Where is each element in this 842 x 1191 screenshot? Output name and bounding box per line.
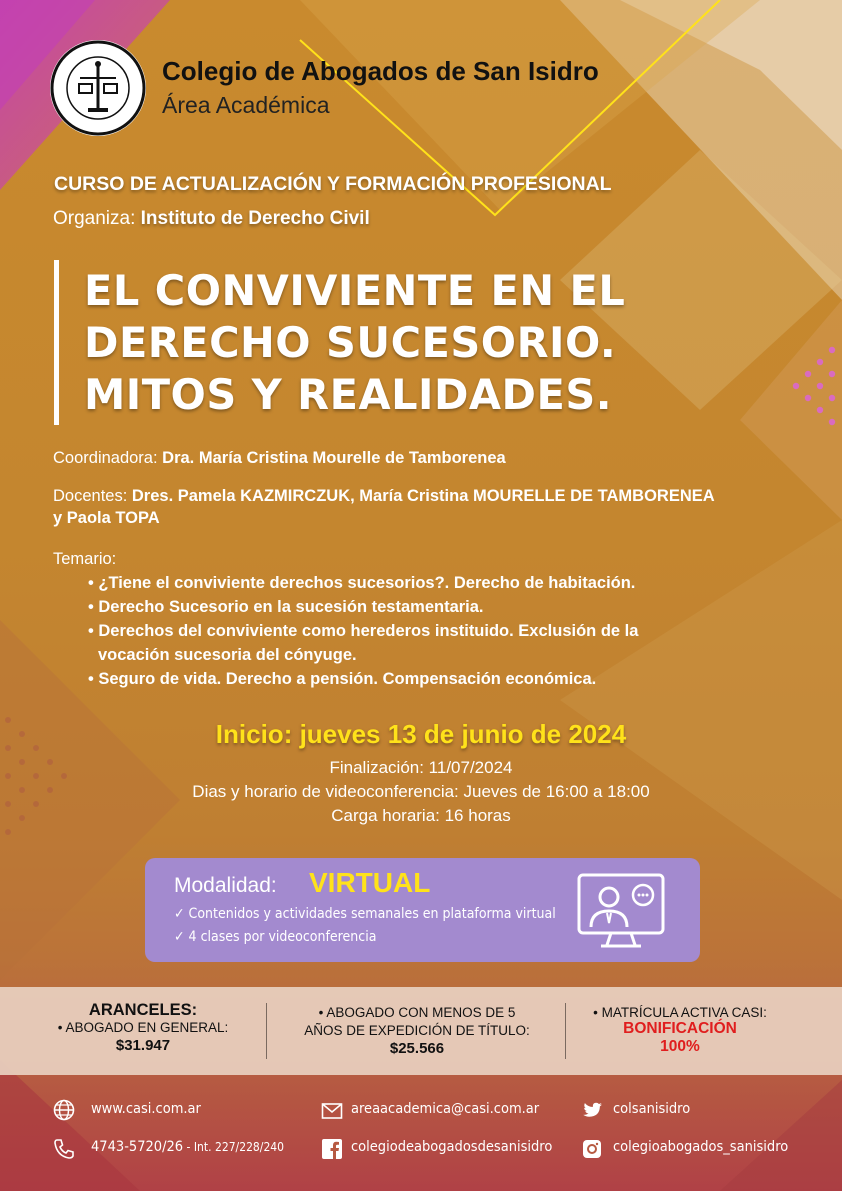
- fee-general: [40, 1001, 246, 1054]
- videoconference-schedule: Dias y horario de videoconferencia: Jueves de 16:00 a 18:00: [192, 782, 650, 801]
- course-title-line-2: DERECHO SUCESORIO.: [84, 318, 617, 367]
- facebook-link[interactable]: colegiodeabogadosdesanisidro: [351, 1139, 553, 1155]
- phone-number: [91, 1139, 284, 1155]
- course-type: CURSO DE ACTUALIZACIÓN Y FORMACIÓN PROFESIONAL: [54, 173, 612, 195]
- teachers-names-cont: y Paola TOPA: [53, 509, 160, 527]
- fee-active-member: [580, 1005, 780, 1056]
- organizer-label: Organiza:: [53, 208, 136, 229]
- modality-item: ✓ Contenidos y actividades semanales en plataforma virtual: [174, 906, 556, 922]
- fees-divider: [565, 1003, 566, 1059]
- college-logo: [50, 40, 146, 136]
- teachers-line-2: [53, 509, 160, 528]
- start-date: Inicio: jueves 13 de junio de 2024: [215, 719, 627, 749]
- fee-junior-label: • ABOGADO CON MENOS DE 5: [318, 1005, 516, 1020]
- fee-junior-label-cont: AÑOS DE EXPEDICIÓN DE TÍTULO:: [304, 1023, 530, 1038]
- modality-item: ✓ 4 clases por videoconferencia: [174, 929, 377, 945]
- teachers-label: Docentes:: [53, 487, 128, 505]
- email-link[interactable]: areaacademica@casi.com.ar: [351, 1101, 540, 1117]
- syllabus-item: • ¿Tiene el conviviente derechos sucesorios?. Derecho de habitación.: [88, 574, 636, 592]
- fees-divider: [266, 1003, 267, 1059]
- twitter-handle[interactable]: colsanisidro: [613, 1101, 691, 1117]
- teachers-line: [53, 487, 715, 506]
- organizer-line: [53, 208, 370, 230]
- instagram-handle[interactable]: colegioabogados_sanisidro: [613, 1139, 789, 1155]
- modality-label: Modalidad:: [174, 874, 277, 897]
- end-date: Finalización: 11/07/2024: [329, 758, 513, 777]
- coordinator-name: Dra. María Cristina Mourelle de Tamborenea: [162, 449, 506, 467]
- instagram-icon: [581, 1138, 603, 1160]
- fee-junior-value: $25.566: [389, 1040, 445, 1057]
- coordinator-label: Coordinadora:: [53, 449, 158, 467]
- course-title-line-3: MITOS Y REALIDADES.: [84, 370, 612, 419]
- title-accent-bar: [54, 260, 59, 425]
- fees-heading: ARANCELES:: [88, 1001, 198, 1019]
- video-conference-icon: [577, 873, 665, 949]
- org-area: Área Académica: [162, 92, 330, 118]
- fee-member-bonus: BONIFICACIÓN: [623, 1020, 737, 1037]
- twitter-icon: [581, 1100, 603, 1122]
- fee-general-value: $31.947: [115, 1037, 171, 1054]
- course-hours: Carga horaria: 16 horas: [331, 806, 511, 825]
- email-icon: [321, 1100, 343, 1122]
- globe-icon: [53, 1099, 75, 1121]
- fee-junior: [272, 1005, 562, 1057]
- website-link[interactable]: www.casi.com.ar: [91, 1101, 201, 1117]
- fee-general-label: • ABOGADO EN GENERAL:: [57, 1020, 229, 1035]
- fee-member-label: • MATRÍCULA ACTIVA CASI:: [593, 1005, 767, 1020]
- syllabus-item-cont: vocación sucesoria del cónyuge.: [98, 646, 357, 664]
- syllabus-item: • Derecho Sucesorio en la sucesión testamentaria.: [88, 598, 484, 616]
- phone-icon: [53, 1138, 75, 1160]
- course-title-line-1: EL CONVIVIENTE EN EL: [84, 266, 626, 315]
- facebook-icon: [321, 1138, 343, 1160]
- fee-member-percent: 100%: [660, 1038, 700, 1055]
- org-name: Colegio de Abogados de San Isidro: [162, 56, 599, 86]
- syllabus-item: • Derechos del conviviente como herederos instituido. Exclusión de la: [88, 622, 639, 640]
- phone-main: 4743-5720/26: [91, 1139, 184, 1155]
- coordinator-line: [53, 449, 506, 468]
- organizer-name: Instituto de Derecho Civil: [140, 208, 370, 229]
- syllabus-item: • Seguro de vida. Derecho a pensión. Compensación económica.: [88, 670, 597, 688]
- phone-extensions: - Int. 227/228/240: [183, 1140, 285, 1154]
- syllabus-label: Temario:: [53, 550, 117, 568]
- teachers-names: Dres. Pamela KAZMIRCZUK, María Cristina MOURELLE DE TAMBORENEA: [131, 487, 715, 505]
- modality-value: VIRTUAL: [309, 867, 431, 898]
